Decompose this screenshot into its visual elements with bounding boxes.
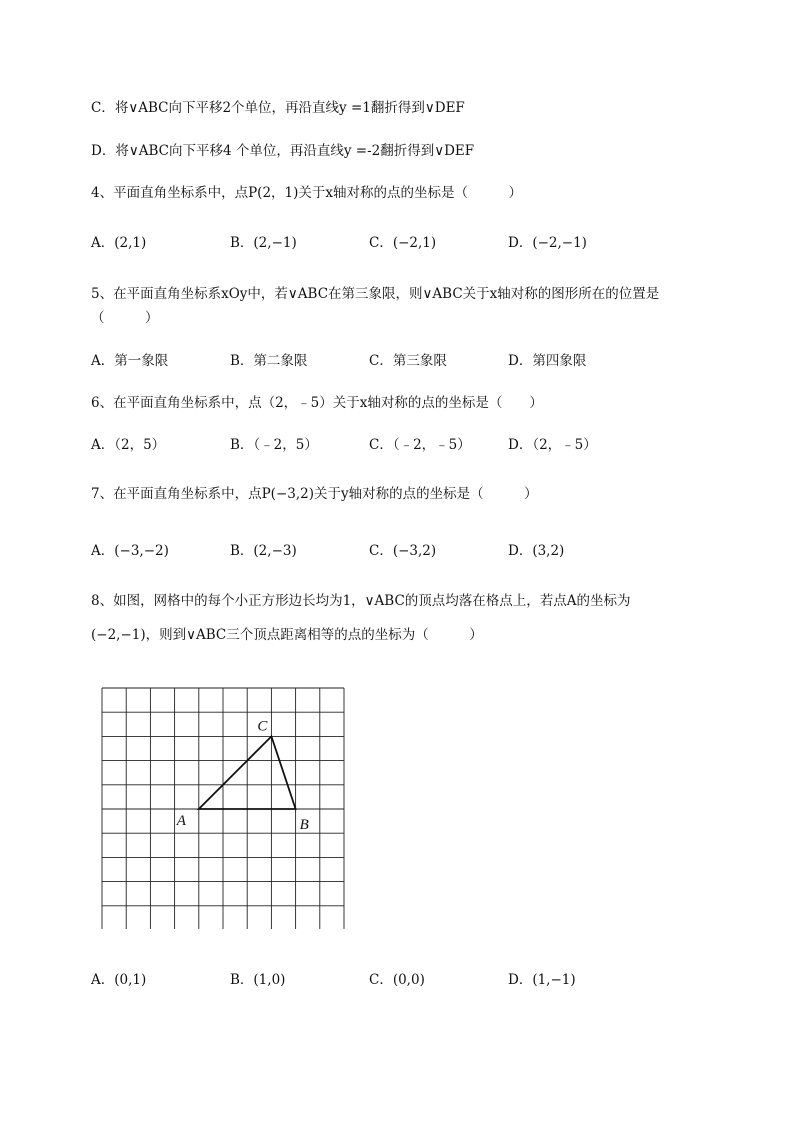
q8-option-c: C．(0,0) bbox=[369, 972, 425, 988]
question-8-line-2: (−2,−1)，则到∨ABC三个顶点距离相等的点的坐标为（ ） bbox=[91, 627, 483, 643]
q7-option-d: D．(3,2) bbox=[508, 543, 565, 559]
q6-option-a: A．（2，5） bbox=[91, 437, 166, 453]
q4-option-b: B．(2,−1) bbox=[230, 235, 297, 251]
q6-option-c: C．（﹣2，﹣5） bbox=[369, 437, 471, 453]
vertex-label-b: B bbox=[299, 817, 309, 833]
q7-option-c: C．(−3,2) bbox=[369, 543, 437, 559]
q5-option-d: D．第四象限 bbox=[508, 353, 587, 369]
q4-option-a: A．(2,1) bbox=[91, 235, 147, 251]
q6-option-d: D．（2，﹣5） bbox=[508, 437, 597, 453]
q4-option-c: C．(−2,1) bbox=[369, 235, 437, 251]
q5-option-a: A．第一象限 bbox=[91, 353, 169, 369]
q5-option-b: B．第二象限 bbox=[230, 353, 308, 369]
option-c-previous: C．将∨ABC向下平移2个单位，再沿直线y =1翻折得到∨DEF bbox=[91, 100, 465, 116]
q8-option-a: A．(0,1) bbox=[91, 972, 147, 988]
q6-option-b: B．（﹣2，5） bbox=[230, 437, 318, 453]
vertex-labels bbox=[176, 718, 309, 833]
q8-option-b: B．(1,0) bbox=[230, 972, 286, 988]
question-6: 6、在平面直角坐标系中，点（2，﹣5）关于x轴对称的点的坐标是（ ） bbox=[91, 395, 543, 411]
question-4: 4、平面直角坐标系中，点P(2，1)关于x轴对称的点的坐标是（ ） bbox=[91, 185, 522, 201]
question-8-line-1: 8、如图，网格中的每个小正方形边长均为1，∨ABC的顶点均落在格点上，若点A的坐标为 bbox=[91, 593, 631, 609]
question-5-line-2: （ ） bbox=[91, 310, 159, 326]
option-d-previous: D．将∨ABC向下平移4 个单位，再沿直线y =-2翻折得到∨DEF bbox=[91, 143, 475, 159]
q4-option-d: D．(−2,−1) bbox=[508, 235, 587, 251]
q7-option-b: B．(2,−3) bbox=[230, 543, 297, 559]
question-7: 7、在平面直角坐标系中，点P(−3,2)关于y轴对称的点的坐标是（ ） bbox=[91, 486, 538, 502]
q8-option-d: D．(1,−1) bbox=[508, 972, 576, 988]
q7-option-a: A．(−3,−2) bbox=[91, 543, 169, 559]
vertex-label-c: C bbox=[257, 718, 268, 735]
q5-option-c: C．第三象限 bbox=[369, 353, 447, 369]
grid-triangle-figure bbox=[100, 687, 346, 929]
question-5-line-1: 5、在平面直角坐标系xOy中，若∨ABC在第三象限，则∨ABC关于x轴对称的图形所在的位置是 bbox=[91, 286, 660, 302]
vertex-label-a: A bbox=[176, 813, 186, 829]
